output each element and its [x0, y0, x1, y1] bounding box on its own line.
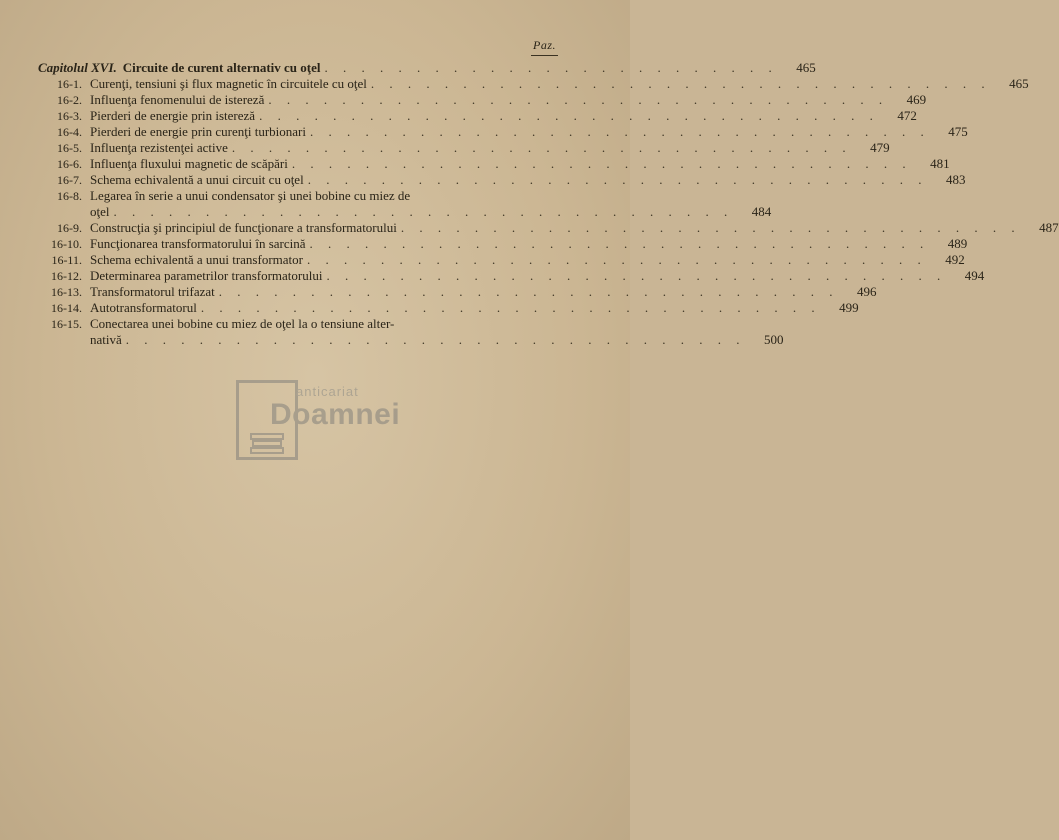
- entry-page: 484: [751, 204, 772, 219]
- toc-entry: [38, 236, 968, 252]
- entry-number: 16-1.: [57, 77, 82, 91]
- entry-title: Schema echivalentă a unui transformator: [90, 252, 303, 267]
- entry-page: 483: [945, 172, 966, 187]
- toc-entry-continuation: [38, 332, 784, 348]
- dot-leader: . . . . . . . . . . . . . . . . . . . . . . . . . . . . . . . . . .: [306, 252, 927, 267]
- entry-title: Curenţi, tensiuni şi flux magnetic în circuitele cu oţel: [90, 76, 367, 91]
- entry-page: 499: [839, 300, 859, 315]
- entry-number: 16-8.: [57, 189, 82, 203]
- books-icon: [250, 432, 284, 454]
- toc-entry: [38, 220, 1059, 236]
- entry-title: Influenţa fenomenului de istereză: [90, 92, 265, 107]
- entry-page: 494: [964, 268, 985, 283]
- entry-title-continued: nativă: [90, 332, 122, 347]
- entry-number: 16-3.: [57, 109, 82, 123]
- entry-number: 16-2.: [57, 93, 82, 107]
- entry-number: 16-5.: [57, 141, 82, 155]
- page-column-header: Paz.: [531, 38, 558, 56]
- entry-title: Pierderi de energie prin curenţi turbionari: [90, 124, 306, 139]
- entry-title: Schema echivalentă a unui circuit cu oţel: [90, 172, 304, 187]
- watermark-small-text: anticariat: [296, 384, 359, 399]
- entry-page: 487: [1039, 220, 1059, 235]
- dot-leader: . . . . . . . . . . . . . . . . . . . . . . . . . . . . . . . . . .: [268, 92, 889, 107]
- dot-leader: . . . . . . . . . . . . . . . . . . . . . . . . . . . . . . . . . .: [370, 76, 991, 91]
- entry-page: 465: [1009, 76, 1029, 91]
- toc-entry-continuation: [38, 204, 772, 220]
- dot-leader: . . . . . . . . . . . . . . . . . . . . . . . . . . . . . . . . . .: [231, 140, 852, 155]
- chapter-page: 465: [796, 60, 816, 75]
- entry-page: 496: [857, 284, 877, 299]
- entry-number: 16-14.: [51, 301, 82, 315]
- toc-entry: [38, 140, 890, 156]
- toc-entry: [38, 188, 570, 204]
- toc-entries: [38, 76, 1059, 348]
- entry-title: Pierderi de energie prin istereză: [90, 108, 256, 123]
- entry-title: Transformatorul trifazat: [90, 284, 215, 299]
- dot-leader: . . . . . . . . . . . . . . . . . . . . . . . . . . . . . . . . . .: [400, 220, 1021, 235]
- watermark-big-text: Doamnei: [270, 398, 401, 431]
- toc-entry: [38, 316, 570, 332]
- entry-page: 475: [948, 124, 968, 139]
- entry-number: 16-13.: [51, 285, 82, 299]
- entry-number: 16-9.: [57, 221, 82, 235]
- entry-page: 472: [897, 108, 917, 123]
- entry-page: 489: [947, 236, 968, 251]
- entry-title: Autotransformatorul: [90, 300, 197, 315]
- dot-leader: . . . . . . . . . . . . . . . . . . . . . . . . . . . . . . . . . .: [200, 300, 821, 315]
- dot-leader: . . . . . . . . . . . . . . . . . . . . . . . . . . . . . . . . . .: [125, 332, 746, 347]
- toc-entry: [38, 76, 1029, 92]
- entry-page: 492: [945, 252, 965, 267]
- entry-title-continued: oţel: [90, 204, 110, 219]
- toc-entry: [38, 300, 859, 316]
- entry-page: 500: [764, 332, 784, 347]
- dot-leader: . . . . . . . . . . . . . . . . . . . . . . . . . . . . . . . . . .: [259, 108, 879, 123]
- entry-number: 16-6.: [57, 157, 82, 171]
- entry-page: 469: [906, 92, 927, 107]
- entry-title: Funcţionarea transformatorului în sarcină: [90, 236, 306, 251]
- dot-leader: . . . . . . . . . . . . . . . . . . . . . . . . . . . . . . . . . .: [307, 172, 928, 187]
- dot-leader: . . . . . . . . . . . . . . . . . . . . . . . . . . . . . . . . . .: [113, 204, 734, 219]
- dot-leader: . . . . . . . . . . . . . . . . . . . . . . . . . . . . . . . . . .: [291, 156, 912, 171]
- toc-entry: [38, 268, 985, 284]
- entry-number: 16-11.: [51, 253, 82, 267]
- chapter-prefix: Capitolul XVI.: [38, 60, 117, 75]
- dot-leader: . . . . . . . . . . . . . . . . . . . . . . . . . . . . . . . . . .: [326, 268, 947, 283]
- toc-entry: [38, 252, 965, 268]
- entry-title: Legarea în serie a unui condensator şi unei bobine cu miez de: [90, 188, 411, 203]
- entry-title: Conectarea unei bobine cu miez de oţel la o tensiune alter-: [90, 316, 395, 331]
- entry-number: 16-12.: [51, 269, 82, 283]
- watermark-logo: [236, 380, 406, 462]
- entry-number: 16-15.: [51, 317, 82, 331]
- toc-entry: [38, 92, 927, 108]
- toc-entry: [38, 284, 877, 300]
- dot-leader: . . . . . . . . . . . . . . . . . . . . . . . . . . . . . . . . . .: [218, 284, 839, 299]
- table-of-contents: [38, 60, 1059, 348]
- dot-leader: . . . . . . . . . . . . . . . . . . . . . . . . . . . . . . . . . .: [310, 124, 930, 139]
- toc-entry: [38, 108, 917, 124]
- entry-title: Influenţa rezistenţei active: [90, 140, 228, 155]
- entry-page: 479: [870, 140, 890, 155]
- dot-leader: . . . . . . . . . . . . . . . . . . . . . . . . . . . . . . . . . .: [309, 236, 930, 251]
- dot-leader: . . . . . . . . . . . . . . . . . . . . . . . . .: [324, 60, 778, 75]
- entry-title: Construcţia şi principiul de funcţionare a transformatorului: [90, 220, 397, 235]
- entry-title: Determinarea parametrilor transformatorului: [90, 268, 323, 283]
- toc-entry: [38, 156, 950, 172]
- entry-number: 16-10.: [51, 237, 82, 251]
- chapter-heading: [38, 60, 816, 76]
- entry-title: Influenţa fluxului magnetic de scăpări: [90, 156, 288, 171]
- entry-number: 16-4.: [57, 125, 82, 139]
- chapter-title: Circuite de curent alternativ cu oţel: [122, 60, 321, 75]
- entry-page: 481: [930, 156, 950, 171]
- toc-entry: [38, 172, 966, 188]
- entry-number: 16-7.: [57, 173, 82, 187]
- toc-entry: [38, 124, 968, 140]
